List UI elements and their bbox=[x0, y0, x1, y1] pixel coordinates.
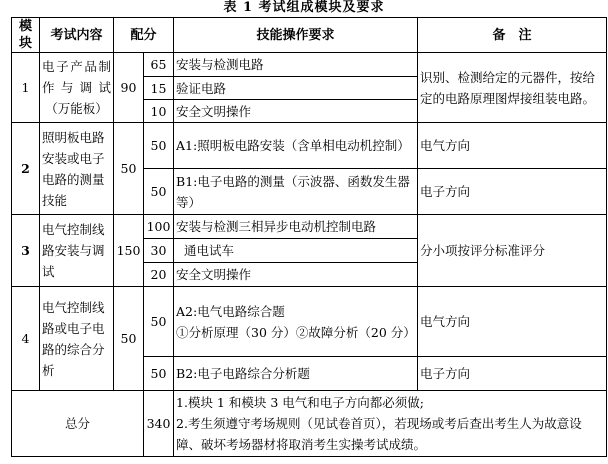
module-number: 4 bbox=[12, 287, 40, 391]
item-score: 30 bbox=[144, 239, 174, 263]
table-caption: 表 1 考试组成模块及要求 bbox=[223, 0, 385, 15]
module-note: 分小项按评分标准评分 bbox=[418, 215, 607, 287]
total-label: 总分 bbox=[12, 391, 144, 457]
header-content: 考试内容 bbox=[40, 18, 114, 53]
module-content: 电气控制线路或电子电路的综合分析 bbox=[40, 287, 114, 391]
item-note: 电子方向 bbox=[418, 357, 607, 391]
item-score: 50 bbox=[144, 169, 174, 215]
total-note-1: 1.模块 1 和模块 3 电气和电子方向都必须做; bbox=[176, 395, 424, 410]
item-note: 电子方向 bbox=[418, 169, 607, 215]
module-number: 1 bbox=[12, 53, 40, 123]
module-score: 90 bbox=[114, 53, 144, 123]
item-score: 65 bbox=[144, 53, 174, 77]
item-score: 10 bbox=[144, 100, 174, 123]
item-score: 20 bbox=[144, 263, 174, 287]
module-note: 识别、检测给定的元器件，按给定的电路原理图焊接组装电路。 bbox=[418, 53, 607, 123]
item-requirement: B1:电子电路的测量（示波器、函数发生器等） bbox=[174, 169, 418, 215]
header-note: 备 注 bbox=[418, 18, 607, 53]
item-requirement: 安全文明操作 bbox=[174, 100, 418, 123]
item-requirement bbox=[174, 287, 418, 357]
item-requirement: 通电试车 bbox=[174, 239, 418, 263]
item-score: 50 bbox=[144, 287, 174, 357]
table-row bbox=[12, 53, 607, 77]
module-content: 电子产品制作与调试（万能板） bbox=[40, 53, 114, 123]
table-row bbox=[12, 287, 607, 357]
item-requirement: 验证电路 bbox=[174, 77, 418, 100]
item-note: 电气方向 bbox=[418, 287, 607, 357]
header-requirements: 技能操作要求 bbox=[174, 18, 418, 53]
total-note-2: 2.考生须遵守考场规则（见试卷首页），若现场或考后查出考生人为故意设障、破坏考场器材将取消考生实操考试成绩。 bbox=[176, 416, 582, 452]
table-row bbox=[12, 123, 607, 169]
total-notes bbox=[174, 391, 607, 457]
item-requirement: B2:电子电路综合分析题 bbox=[174, 357, 418, 391]
table-row bbox=[12, 215, 607, 239]
item-requirement: 安装与检测电路 bbox=[174, 53, 418, 77]
total-score: 340 bbox=[144, 391, 174, 457]
module-content: 照明板电路安装或电子电路的测量技能 bbox=[40, 123, 114, 215]
header-row bbox=[12, 18, 607, 53]
module-number: 3 bbox=[12, 215, 40, 287]
header-score: 配分 bbox=[114, 18, 174, 53]
module-score: 150 bbox=[114, 215, 144, 287]
header-module: 模块 bbox=[12, 18, 40, 53]
item-score: 50 bbox=[144, 123, 174, 169]
module-content: 电气控制线路安装与调试 bbox=[40, 215, 114, 287]
item-requirement: 安全文明操作 bbox=[174, 263, 418, 287]
module-score: 50 bbox=[114, 287, 144, 391]
item-score: 15 bbox=[144, 77, 174, 100]
total-row bbox=[12, 391, 607, 457]
item-requirement: 安装与检测三相异步电动机控制电路 bbox=[174, 215, 418, 239]
item-score: 100 bbox=[144, 215, 174, 239]
exam-modules-table bbox=[11, 17, 607, 457]
item-requirement: A1:照明板电路安装（含单相电动机控制） bbox=[174, 123, 418, 169]
item-score: 50 bbox=[144, 357, 174, 391]
module-number: 2 bbox=[12, 123, 40, 215]
item-requirement-detail: ①分析原理（30 分）②故障分析（20 分） bbox=[176, 324, 416, 340]
item-note: 电气方向 bbox=[418, 123, 607, 169]
item-requirement-title: A2:电气电路综合题 bbox=[176, 303, 285, 319]
module-score: 50 bbox=[114, 123, 144, 215]
